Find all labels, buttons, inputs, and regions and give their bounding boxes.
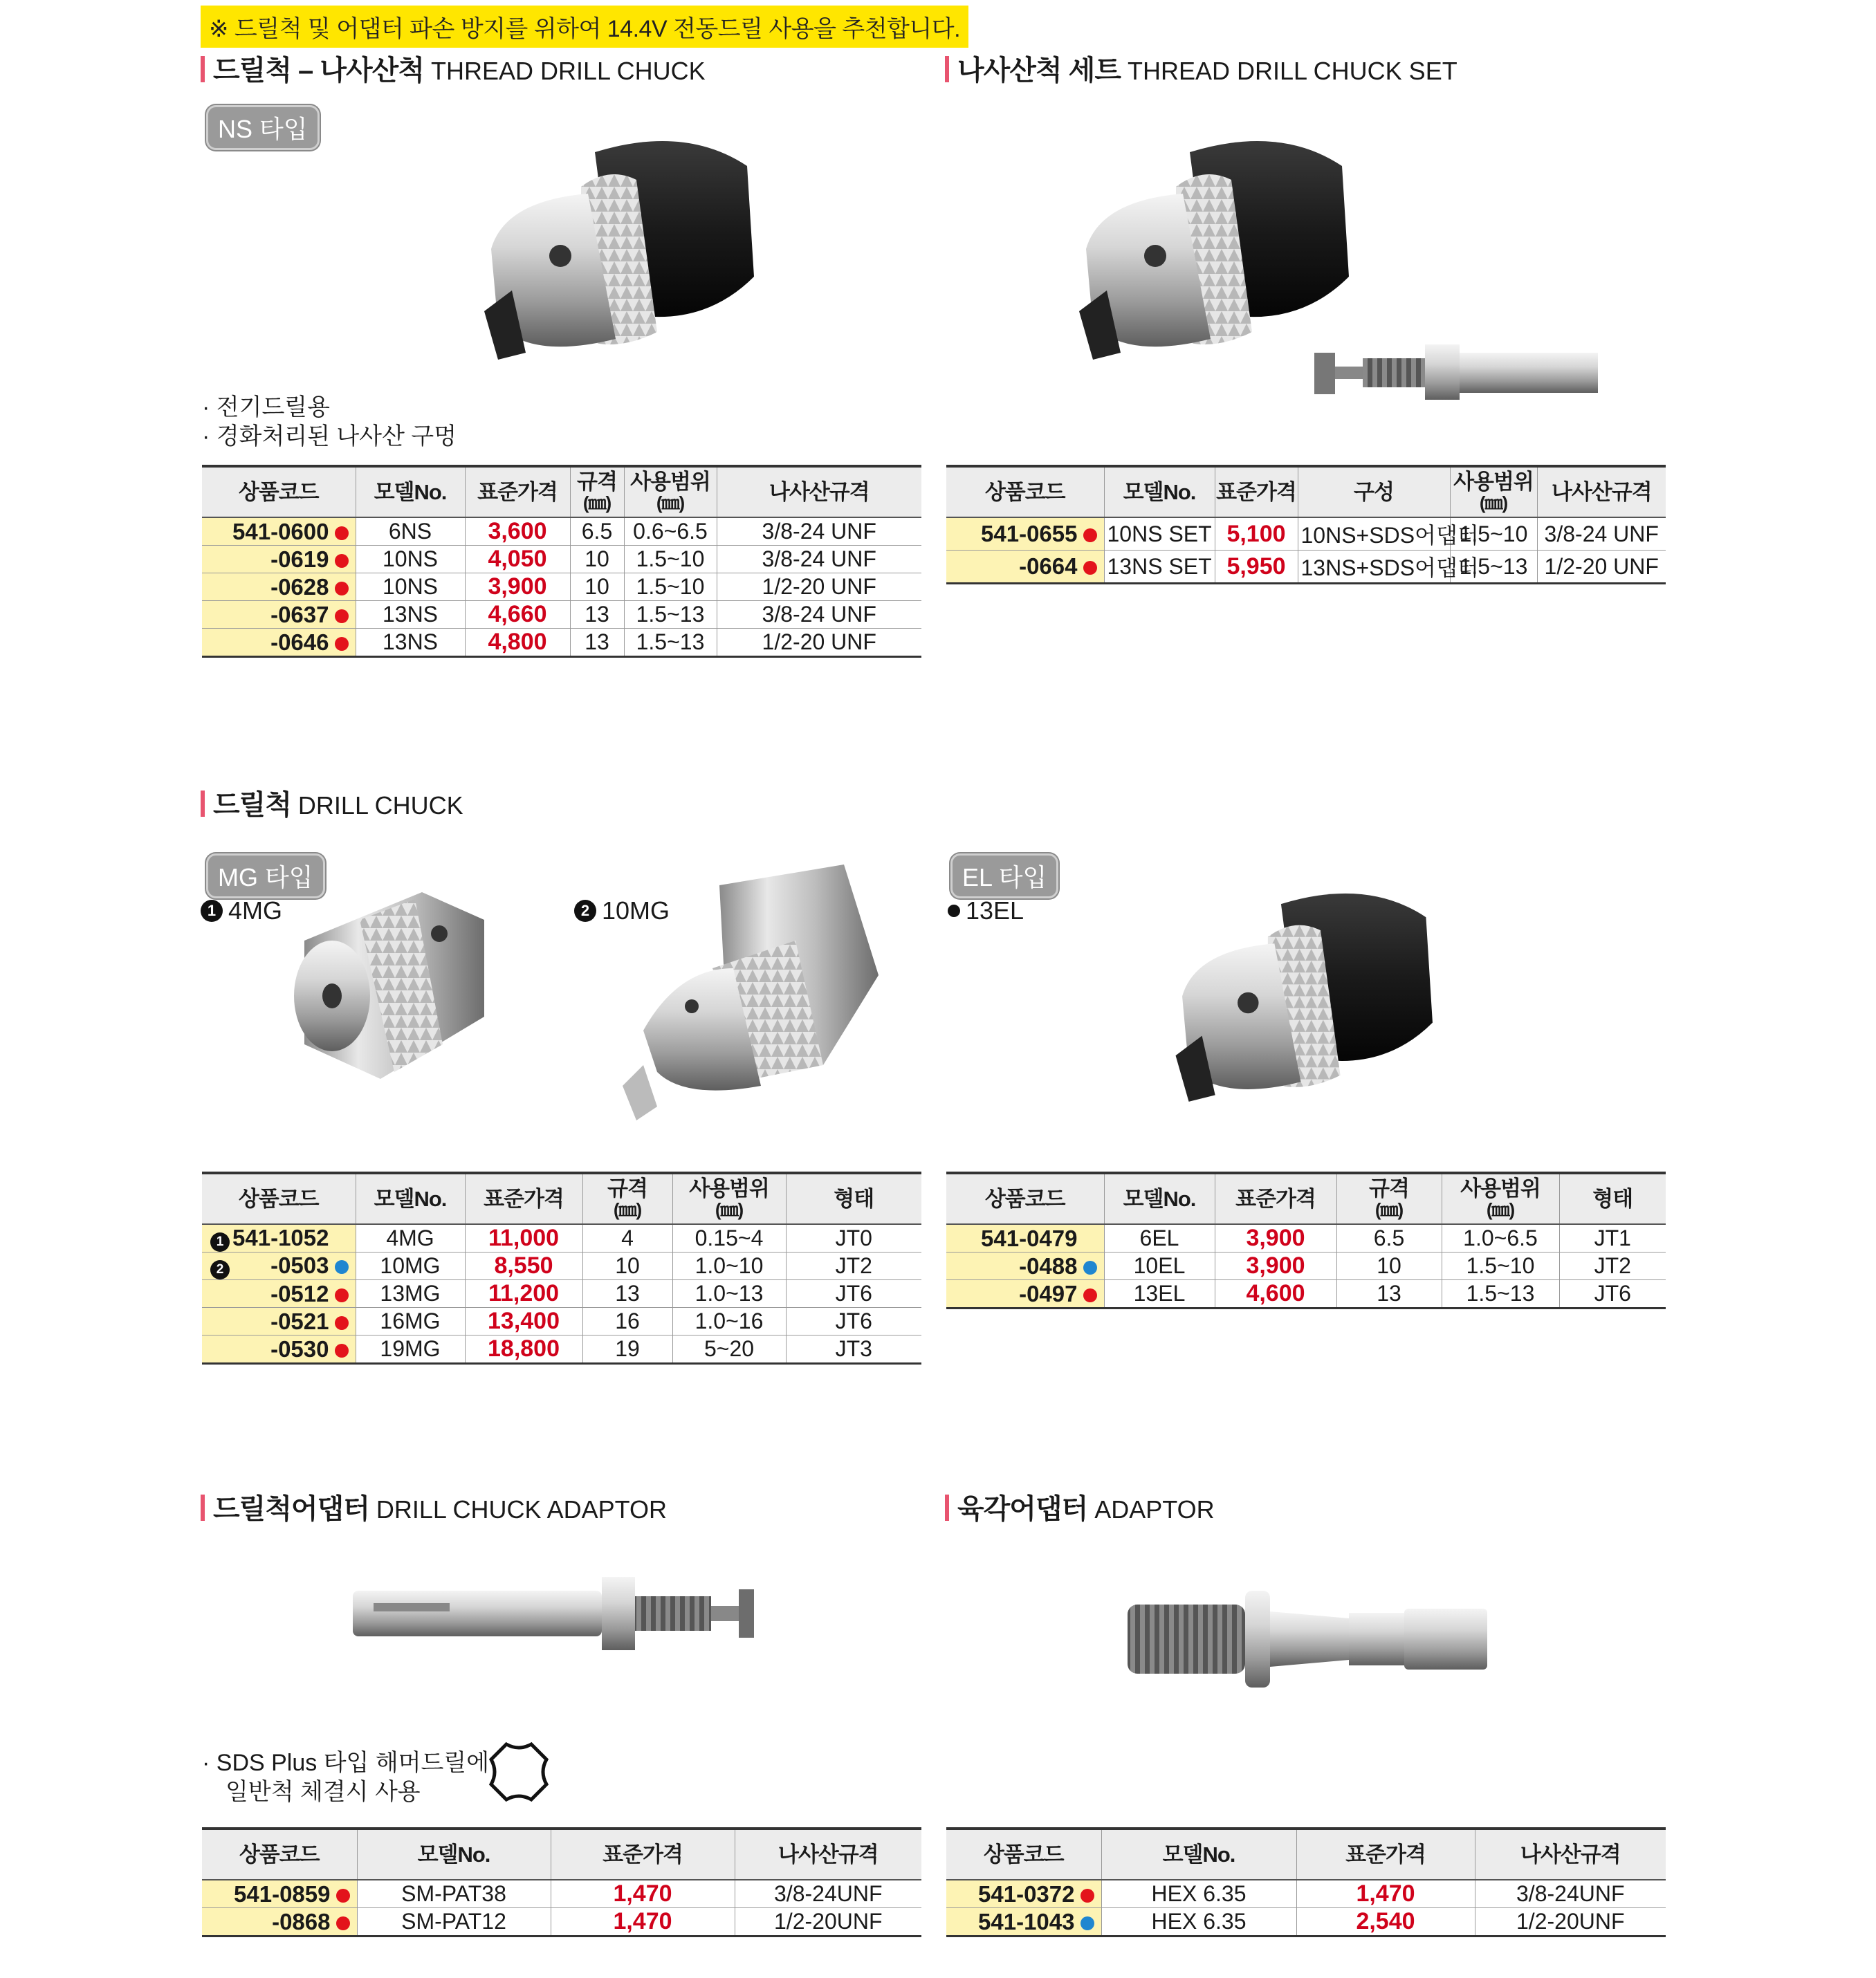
- table-row: [202, 517, 921, 546]
- range-cell: 1.5~10: [624, 573, 717, 601]
- table-row: [946, 517, 1666, 551]
- section-title-thread-chuck-set: [945, 48, 1457, 88]
- thread-chuck-table: [202, 465, 921, 658]
- range-cell: 1.0~13: [672, 1280, 786, 1308]
- thread-cell: 1/2-20 UNF: [1537, 551, 1666, 584]
- header-label: 사용범위: [1453, 469, 1534, 494]
- header-thread: 나사산규격: [735, 1829, 921, 1880]
- header-unit: (㎜): [715, 1199, 744, 1220]
- section-title-thread-chuck: [201, 48, 706, 88]
- product-code: -0637: [270, 601, 329, 627]
- header-type: 형태: [1559, 1173, 1666, 1224]
- product-code: 541-0600: [232, 518, 329, 544]
- model-cell: HEX 6.35: [1101, 1908, 1296, 1937]
- product-code: 541-0372: [978, 1880, 1075, 1907]
- product-code: -0488: [1019, 1253, 1078, 1279]
- header-label: 사용범위: [689, 1176, 769, 1201]
- type-cell: JT0: [786, 1224, 921, 1253]
- table-row: [202, 1880, 921, 1908]
- product-code-cell: [202, 573, 356, 601]
- item-name: 4MG: [228, 896, 283, 925]
- thread-cell: 3/8-24UNF: [735, 1880, 921, 1908]
- red-dot-icon: [336, 1916, 350, 1930]
- header-label: 규격: [577, 469, 617, 494]
- price-cell: 5,100: [1215, 517, 1298, 551]
- product-code-cell: [202, 1908, 357, 1937]
- section-title-hex-adaptor: [945, 1487, 1215, 1526]
- model-cell: 10MG: [356, 1253, 465, 1280]
- header-model: 모델No.: [1104, 466, 1215, 517]
- size-cell: 10: [570, 573, 624, 601]
- table-row: [202, 1253, 921, 1280]
- ns-chuck-image: [477, 124, 768, 387]
- product-code-cell: [946, 1280, 1104, 1309]
- size-cell: 10: [570, 546, 624, 573]
- thread-chuck-bullets: [202, 393, 457, 451]
- section-title-en: THREAD DRILL CHUCK: [430, 57, 706, 85]
- red-dot-icon: [336, 1889, 350, 1903]
- product-code: 541-0859: [234, 1880, 331, 1907]
- section-title-ko: 육각어댑터: [957, 1494, 1088, 1524]
- blue-dot-icon: [1080, 1916, 1094, 1930]
- product-code: 541-0479: [981, 1225, 1078, 1251]
- range-cell: 1.0~16: [672, 1308, 786, 1335]
- thread-cell: 3/8-24 UNF: [717, 517, 921, 546]
- header-type: 형태: [786, 1173, 921, 1224]
- product-code-cell: [202, 1335, 356, 1364]
- price-cell: 3,900: [465, 573, 570, 601]
- price-cell: 5,950: [1215, 551, 1298, 584]
- header-model: 모델No.: [1101, 1829, 1296, 1880]
- section-title-en: DRILL CHUCK ADAPTOR: [376, 1495, 667, 1524]
- product-code-cell: [202, 1880, 357, 1908]
- item-name: 10MG: [602, 896, 670, 925]
- red-dot-icon: [335, 637, 349, 651]
- header-unit: (㎜): [1374, 1199, 1404, 1220]
- header-thread: 나사산규격: [1475, 1829, 1666, 1880]
- thread-cell: 1/2-20UNF: [1475, 1908, 1666, 1937]
- range-cell: 1.5~10: [1450, 517, 1537, 551]
- product-code-cell: [202, 629, 356, 657]
- product-code: -0664: [1019, 553, 1078, 579]
- table-row: [202, 546, 921, 573]
- header-unit: (㎜): [582, 492, 611, 513]
- header-unit: (㎜): [1486, 1199, 1515, 1220]
- header-code: 상품코드: [946, 1829, 1101, 1880]
- section-title-ko: 드릴척 – 나사산척: [213, 55, 424, 86]
- header-range: [1450, 466, 1537, 517]
- header-code: 상품코드: [946, 466, 1104, 517]
- size-cell: 6.5: [570, 517, 624, 546]
- header-price: 표준가격: [1215, 1173, 1336, 1224]
- model-cell: HEX 6.35: [1101, 1880, 1296, 1908]
- size-cell: 13: [582, 1280, 672, 1308]
- table-row: [946, 551, 1666, 584]
- header-label: 규격: [607, 1176, 647, 1201]
- product-code: -0868: [272, 1908, 331, 1934]
- header-composition: 구성: [1298, 466, 1450, 517]
- model-cell: 13NS SET: [1104, 551, 1215, 584]
- product-code-cell: [202, 1308, 356, 1335]
- price-cell: 18,800: [465, 1335, 582, 1364]
- table-row: [202, 629, 921, 657]
- range-cell: 1.5~13: [1450, 551, 1537, 584]
- header-price: 표준가격: [551, 1829, 735, 1880]
- red-dot-icon: [335, 1344, 349, 1358]
- model-cell: SM-PAT12: [357, 1908, 551, 1937]
- table-row: [202, 1224, 921, 1253]
- model-cell: 6NS: [356, 517, 465, 546]
- section-title-en: ADAPTOR: [1094, 1495, 1215, 1524]
- model-cell: 13MG: [356, 1280, 465, 1308]
- mg-chuck-table: [202, 1172, 921, 1365]
- mg-type-badge: MG 타입: [206, 853, 325, 898]
- size-cell: 10: [582, 1253, 672, 1280]
- thread-cell: 1/2-20 UNF: [717, 573, 921, 601]
- product-code: -0530: [270, 1335, 329, 1362]
- thread-cell: 3/8-24 UNF: [1537, 517, 1666, 551]
- header-label: 사용범위: [630, 469, 710, 494]
- blue-dot-icon: [335, 1260, 349, 1274]
- section-title-en: DRILL CHUCK: [297, 791, 463, 820]
- price-cell: 1,470: [551, 1908, 735, 1937]
- range-cell: 5~20: [672, 1335, 786, 1364]
- range-cell: 1.0~6.5: [1442, 1224, 1559, 1253]
- section-title-en: THREAD DRILL CHUCK SET: [1127, 57, 1457, 85]
- thread-cell: 3/8-24 UNF: [717, 601, 921, 629]
- hex-adaptor-table: [946, 1827, 1666, 1937]
- adaptor-bullets: [202, 1748, 489, 1806]
- product-code-cell: [946, 551, 1104, 584]
- price-cell: 3,900: [1215, 1224, 1336, 1253]
- table-row: [202, 573, 921, 601]
- item-4mg-label: [201, 896, 282, 925]
- thread-cell: 1/2-20UNF: [735, 1908, 921, 1937]
- section-title-ko: 나사산척 세트: [957, 55, 1121, 86]
- header-code: 상품코드: [202, 1829, 357, 1880]
- header-thread: 나사산규격: [717, 466, 921, 517]
- header-price: 표준가격: [1215, 466, 1298, 517]
- red-dot-icon: [335, 1288, 349, 1302]
- chuck-adaptor-table: [202, 1827, 921, 1937]
- product-code: -0628: [270, 573, 329, 600]
- model-cell: 10NS: [356, 573, 465, 601]
- price-cell: 3,900: [1215, 1253, 1336, 1280]
- model-cell: 13NS: [356, 601, 465, 629]
- red-dot-icon: [1083, 561, 1097, 575]
- price-cell: 4,600: [1215, 1280, 1336, 1309]
- type-cell: JT2: [786, 1253, 921, 1280]
- red-dot-icon: [335, 1316, 349, 1330]
- price-cell: 11,200: [465, 1280, 582, 1308]
- header-size: [582, 1173, 672, 1224]
- product-code-cell: [946, 1880, 1101, 1908]
- table-row: [202, 1280, 921, 1308]
- type-cell: JT2: [1559, 1253, 1666, 1280]
- model-cell: 10EL: [1104, 1253, 1215, 1280]
- model-cell: 4MG: [356, 1224, 465, 1253]
- product-code-cell: [202, 1253, 356, 1280]
- product-code-cell: [202, 601, 356, 629]
- range-cell: 1.0~10: [672, 1253, 786, 1280]
- type-cell: JT6: [786, 1280, 921, 1308]
- el-chuck-table: [946, 1172, 1666, 1309]
- size-cell: 13: [570, 601, 624, 629]
- table-row: [946, 1880, 1666, 1908]
- product-code: -0619: [270, 546, 329, 572]
- header-size: [1336, 1173, 1442, 1224]
- model-cell: 6EL: [1104, 1224, 1215, 1253]
- model-cell: 16MG: [356, 1308, 465, 1335]
- product-code-cell: [946, 1253, 1104, 1280]
- price-cell: 4,800: [465, 629, 570, 657]
- header-code: 상품코드: [202, 1173, 356, 1224]
- bullet-dot-icon: [948, 905, 960, 917]
- product-code-cell: [946, 517, 1104, 551]
- size-cell: 19: [582, 1335, 672, 1364]
- sds-shank-profile-icon: [486, 1739, 552, 1805]
- number-2-icon: 2: [574, 900, 596, 922]
- red-dot-icon: [335, 609, 349, 623]
- product-code-cell: [946, 1908, 1101, 1937]
- ns-type-badge: NS 타입: [206, 105, 320, 150]
- price-cell: 4,050: [465, 546, 570, 573]
- red-dot-icon: [335, 526, 349, 540]
- bullet-item: · 경화처리된 나사산 구멍: [202, 423, 457, 450]
- product-code: -0521: [270, 1308, 329, 1334]
- 13el-chuck-image: [1169, 871, 1446, 1134]
- model-cell: 10NS: [356, 546, 465, 573]
- header-range: [672, 1173, 786, 1224]
- blue-dot-icon: [1083, 1261, 1097, 1275]
- bullet-item: 일반척 체결시 사용: [226, 1779, 421, 1805]
- header-model: 모델No.: [356, 466, 465, 517]
- red-dot-icon: [1080, 1889, 1094, 1903]
- header-label: 규격: [1369, 1176, 1409, 1201]
- size-cell: 13: [570, 629, 624, 657]
- hex-adaptor-image: [1121, 1577, 1494, 1694]
- product-code: 541-1052: [232, 1225, 329, 1250]
- header-size: [570, 466, 624, 517]
- price-cell: 4,660: [465, 601, 570, 629]
- range-cell: 1.5~10: [1442, 1253, 1559, 1280]
- table-row: [946, 1224, 1666, 1253]
- product-code: -0512: [270, 1280, 329, 1306]
- size-cell: 16: [582, 1308, 672, 1335]
- price-cell: 8,550: [465, 1253, 582, 1280]
- number-2-icon: 2: [210, 1260, 230, 1279]
- range-cell: 0.6~6.5: [624, 517, 717, 546]
- red-dot-icon: [335, 554, 349, 568]
- range-cell: 0.15~4: [672, 1224, 786, 1253]
- product-code-cell: [202, 546, 356, 573]
- header-thread: 나사산규격: [1537, 466, 1666, 517]
- product-code-cell: [202, 517, 356, 546]
- product-code: -0503: [270, 1253, 329, 1278]
- product-code-cell: [202, 1224, 356, 1253]
- table-row: [202, 1908, 921, 1937]
- header-unit: (㎜): [656, 492, 685, 513]
- size-cell: 13: [1336, 1280, 1442, 1309]
- model-cell: 19MG: [356, 1335, 465, 1364]
- size-cell: 4: [582, 1224, 672, 1253]
- product-code: -0497: [1019, 1280, 1078, 1306]
- type-cell: JT1: [1559, 1224, 1666, 1253]
- thread-chuck-set-table: [946, 465, 1666, 584]
- bullet-item: · 전기드릴용: [202, 394, 330, 420]
- price-cell: 13,400: [465, 1308, 582, 1335]
- product-code-cell: [946, 1224, 1104, 1253]
- section-title-drill-chuck: [201, 783, 463, 822]
- header-price: 표준가격: [465, 466, 570, 517]
- 10mg-chuck-image: [616, 858, 892, 1134]
- bullet-item: · SDS Plus 타입 해머드릴에: [202, 1750, 490, 1776]
- range-cell: 1.5~13: [1442, 1280, 1559, 1309]
- header-range: [1442, 1173, 1559, 1224]
- table-row: [202, 1308, 921, 1335]
- type-cell: JT6: [1559, 1280, 1666, 1309]
- red-dot-icon: [335, 582, 349, 595]
- comp-cell: 13NS+SDS어댑터: [1298, 551, 1450, 584]
- section-title-chuck-adaptor: [201, 1487, 667, 1526]
- model-cell: 13EL: [1104, 1280, 1215, 1309]
- model-cell: 10NS SET: [1104, 517, 1215, 551]
- red-dot-icon: [1083, 1288, 1097, 1302]
- model-cell: 13NS: [356, 629, 465, 657]
- price-cell: 1,470: [551, 1880, 735, 1908]
- range-cell: 1.5~10: [624, 546, 717, 573]
- type-cell: JT6: [786, 1308, 921, 1335]
- price-cell: 11,000: [465, 1224, 582, 1253]
- header-price: 표준가격: [465, 1173, 582, 1224]
- red-dot-icon: [1083, 528, 1097, 542]
- header-code: 상품코드: [946, 1173, 1104, 1224]
- header-label: 사용범위: [1460, 1176, 1541, 1201]
- range-cell: 1.5~13: [624, 601, 717, 629]
- range-cell: 1.5~13: [624, 629, 717, 657]
- 4mg-chuck-image: [277, 878, 505, 1113]
- product-code: 541-0655: [981, 521, 1078, 546]
- ns-chuck-set-image: [1072, 124, 1612, 401]
- table-row: [946, 1253, 1666, 1280]
- item-name: 13EL: [966, 896, 1024, 925]
- section-title-ko: 드릴척어댑터: [213, 1494, 369, 1524]
- product-code: -0646: [270, 629, 329, 655]
- header-model: 모델No.: [357, 1829, 551, 1880]
- item-13el-label: [948, 896, 1024, 925]
- notice-banner: [201, 6, 968, 48]
- thread-cell: 3/8-24UNF: [1475, 1880, 1666, 1908]
- thread-cell: 1/2-20 UNF: [717, 629, 921, 657]
- notice-text: ※ 드릴척 및 어댑터 파손 방지를 위하여 14.4V 전동드릴 사용을 추천합니다.: [209, 16, 961, 42]
- size-cell: 6.5: [1336, 1224, 1442, 1253]
- comp-cell: 10NS+SDS어댑터: [1298, 517, 1450, 551]
- number-1-icon: 1: [201, 900, 223, 922]
- sds-adaptor-image: [346, 1570, 775, 1660]
- el-type-badge: EL 타입: [950, 853, 1058, 898]
- price-cell: 2,540: [1296, 1908, 1475, 1937]
- product-code-cell: [202, 1280, 356, 1308]
- header-price: 표준가격: [1296, 1829, 1475, 1880]
- type-cell: JT3: [786, 1335, 921, 1364]
- table-row: [202, 601, 921, 629]
- table-row: [946, 1908, 1666, 1937]
- price-cell: 1,470: [1296, 1880, 1475, 1908]
- header-code: 상품코드: [202, 466, 356, 517]
- header-unit: (㎜): [1479, 492, 1508, 513]
- model-cell: SM-PAT38: [357, 1880, 551, 1908]
- header-unit: (㎜): [613, 1199, 642, 1220]
- size-cell: 10: [1336, 1253, 1442, 1280]
- header-model: 모델No.: [356, 1173, 465, 1224]
- table-row: [202, 1335, 921, 1364]
- product-code: 541-1043: [978, 1908, 1075, 1934]
- price-cell: 3,600: [465, 517, 570, 546]
- section-title-ko: 드릴척: [213, 790, 291, 820]
- table-row: [946, 1280, 1666, 1309]
- header-range: [624, 466, 717, 517]
- number-1-icon: 1: [210, 1232, 230, 1252]
- header-model: 모델No.: [1104, 1173, 1215, 1224]
- thread-cell: 3/8-24 UNF: [717, 546, 921, 573]
